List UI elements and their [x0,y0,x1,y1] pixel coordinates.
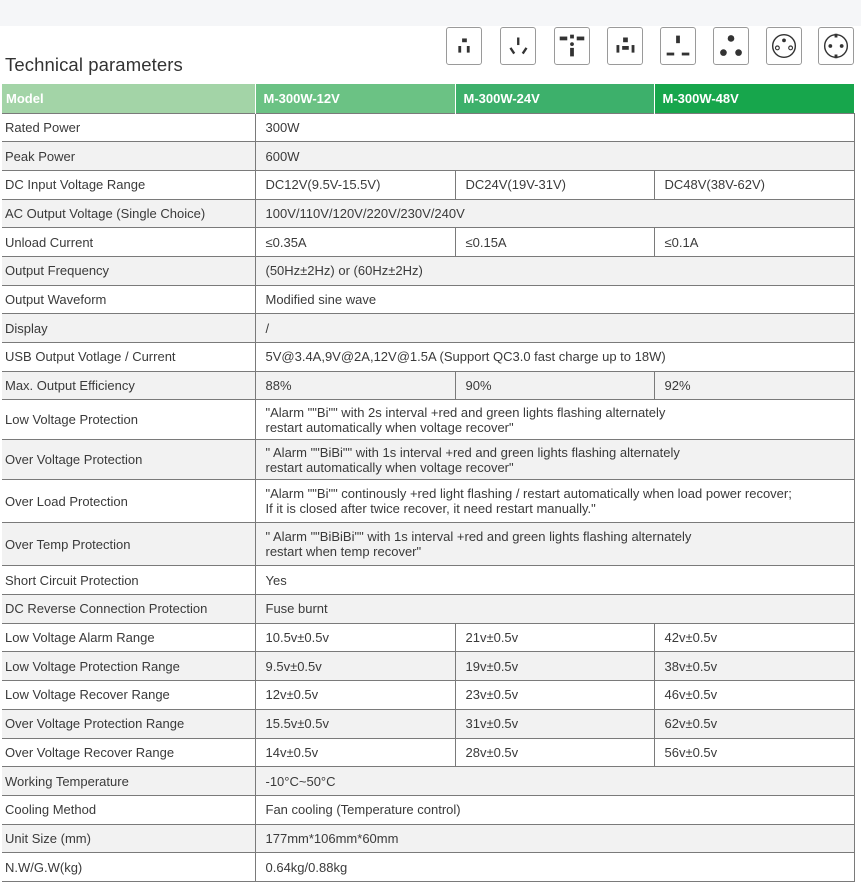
row-value-line: " Alarm ""BiBi"" with 1s interval +red and green lights flashing alternately [265,444,680,460]
row-value-24v: 28v±0.5v [455,738,654,767]
socket-type-f-icon [818,27,854,65]
spec-table [2,84,855,882]
row-value-24v: ≤0.15A [455,228,654,257]
row-value-48v: 92% [654,371,854,400]
row-label: Low Voltage Protection Range [2,652,255,681]
header-m-300w-24v: M-300W-24V [455,84,654,113]
table-row [2,566,854,595]
row-value-line: restart automatically when voltage recover" [265,419,514,435]
row-value-48v: 56v±0.5v [654,738,854,767]
top-band [0,0,861,26]
row-label: AC Output Voltage (Single Choice) [2,199,255,228]
row-value: 100V/110V/120V/220V/230V/240V [255,199,854,228]
row-label: Low Voltage Alarm Range [2,623,255,652]
row-value-24v: 19v±0.5v [455,652,654,681]
row-value-48v: 62v±0.5v [654,709,854,738]
row-label: Over Voltage Recover Range [2,738,255,767]
row-label: Unload Current [2,228,255,257]
row-label: DC Reverse Connection Protection [2,595,255,624]
row-value: 177mm*106mm*60mm [255,824,854,853]
row-value-line: restart automatically when voltage recover" [265,459,514,475]
row-label: Low Voltage Recover Range [2,681,255,710]
row-value-12v: ≤0.35A [255,228,455,257]
row-value-12v: DC12V(9.5V-15.5V) [255,170,455,199]
header-model: Model [2,84,255,113]
table-row [2,228,854,257]
row-value [255,440,854,480]
table-row [2,256,854,285]
row-value-48v: 38v±0.5v [654,652,854,681]
row-label: N.W/G.W(kg) [2,853,255,882]
row-value-48v: DC48V(38V-62V) [654,170,854,199]
row-label: Unit Size (mm) [2,824,255,853]
row-label: Low Voltage Protection [2,400,255,440]
row-value-24v: 21v±0.5v [455,623,654,652]
row-value: / [255,314,854,343]
header-m-300w-12v: M-300W-12V [255,84,455,113]
row-value: -10°C~50°C [255,767,854,796]
row-value-12v: 88% [255,371,455,400]
table-row [2,113,854,142]
table-row [2,767,854,796]
table-row [2,853,854,882]
table-row [2,652,854,681]
row-value-12v: 9.5v±0.5v [255,652,455,681]
row-label: Short Circuit Protection [2,566,255,595]
row-label: Output Frequency [2,256,255,285]
table-header-row [2,84,854,113]
row-value: 300W [255,113,854,142]
table-row [2,480,854,523]
row-value-line: "Alarm ""Bi"" with 2s interval +red and green lights flashing alternately [265,404,666,420]
table-row [2,681,854,710]
table-row [2,314,854,343]
row-label: USB Output Votlage / Current [2,343,255,372]
socket-type-a-icon [446,27,482,65]
row-label: Max. Output Efficiency [2,371,255,400]
row-value-24v: DC24V(19V-31V) [455,170,654,199]
socket-type-g-icon [660,27,696,65]
row-label: Peak Power [2,142,255,171]
row-label: Rated Power [2,113,255,142]
socket-type-i-icon [500,27,536,65]
row-value: 600W [255,142,854,171]
table-row [2,595,854,624]
table-row [2,738,854,767]
row-label: DC Input Voltage Range [2,170,255,199]
row-value: 5V@3.4A,9V@2A,12V@1.5A (Support QC3.0 fast charge up to 18W) [255,343,854,372]
header-m-300w-48v: M-300W-48V [654,84,854,113]
table-row [2,709,854,738]
row-value-12v: 12v±0.5v [255,681,455,710]
row-value-48v: 42v±0.5v [654,623,854,652]
row-value-12v: 15.5v±0.5v [255,709,455,738]
table-row [2,142,854,171]
socket-type-b-icon [607,27,643,65]
row-value [255,480,854,523]
row-value: Modified sine wave [255,285,854,314]
socket-type-d-icon [713,27,749,65]
row-value-12v: 10.5v±0.5v [255,623,455,652]
row-value-12v: 14v±0.5v [255,738,455,767]
row-value-line: If it is closed after twice recover, it need restart manually." [265,501,596,517]
socket-type-e-icon [766,27,802,65]
row-value: Yes [255,566,854,595]
table-row [2,623,854,652]
table-row [2,343,854,372]
table-row [2,795,854,824]
row-label: Cooling Method [2,795,255,824]
row-label: Over Temp Protection [2,523,255,566]
row-label: Over Voltage Protection Range [2,709,255,738]
page-title: Technical parameters [5,54,183,75]
row-label: Over Voltage Protection [2,440,255,480]
spec-table-body [2,113,854,881]
row-value-line: "Alarm ""Bi"" continously +red light flashing / restart automatically when load power recover; [265,486,792,502]
row-value [255,400,854,440]
table-row [2,400,854,440]
row-value-24v: 23v±0.5v [455,681,654,710]
row-value: Fan cooling (Temperature control) [255,795,854,824]
row-value-48v: 46v±0.5v [654,681,854,710]
row-label: Display [2,314,255,343]
table-row [2,371,854,400]
row-value-48v: ≤0.1A [654,228,854,257]
table-row [2,285,854,314]
row-label: Working Temperature [2,767,255,796]
row-value [255,523,854,566]
row-value-24v: 31v±0.5v [455,709,654,738]
row-label: Over Load Protection [2,480,255,523]
row-value: 0.64kg/0.88kg [255,853,854,882]
table-row [2,440,854,480]
table-row [2,199,854,228]
row-value-line: restart when temp recover" [265,544,422,560]
row-label: Output Waveform [2,285,255,314]
row-value-line: " Alarm ""BiBiBi"" with 1s interval +red and green lights flashing alternately [265,529,692,545]
table-row [2,523,854,566]
table-row [2,824,854,853]
row-value: (50Hz±2Hz) or (60Hz±2Hz) [255,256,854,285]
row-value: Fuse burnt [255,595,854,624]
socket-universal-icon [554,27,590,65]
table-row [2,170,854,199]
row-value-24v: 90% [455,371,654,400]
